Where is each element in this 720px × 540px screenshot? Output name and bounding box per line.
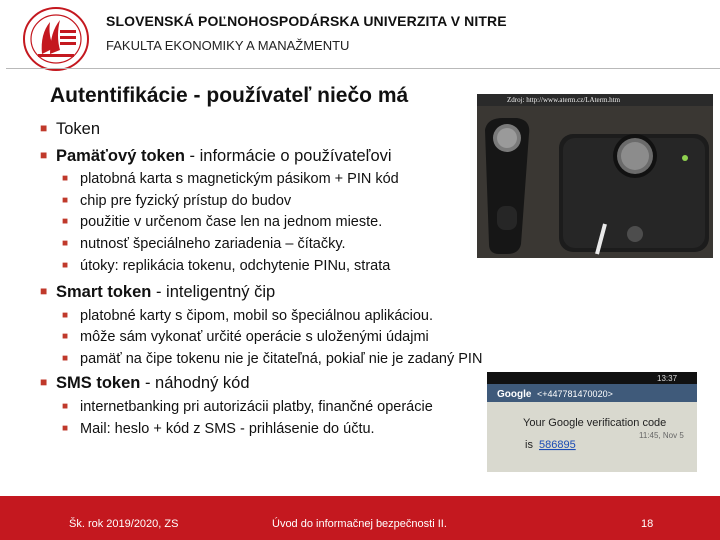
image-source: Zdroj: http://www.aterm.cz/LAterm.htm [507,96,621,104]
footer-bar [0,496,720,540]
sms-code: 586895 [539,439,576,451]
bullet-icon: ■ [62,423,69,434]
header-divider [6,68,720,69]
bullet-token: ■ Token [40,120,101,138]
sms-number: <+447781470020> [537,389,613,399]
bullet-icon: ■ [62,260,69,271]
phone-screen-illustration [487,372,697,472]
sms-date: 11:45, Nov 5 [639,431,684,440]
bullet-icon: ■ [40,284,48,298]
memory-item: ■ chip pre fyzický prístup do budov [62,193,292,209]
bullet-icon: ■ [40,121,48,135]
sms-item: ■ internetbanking pri autorizácii platby, finančné operácie [62,399,433,415]
bullet-icon: ■ [62,238,69,249]
bullet-icon: ■ [40,375,48,389]
bullet-icon: ■ [62,216,69,227]
sms-item: ■ Mail: heslo + kód z SMS - prihlásenie do účtu. [62,421,375,437]
bullet-icon: ■ [62,195,69,206]
memory-item: ■ použitie v určenom čase len na jednom mieste. [62,214,383,230]
memory-item: ■ nutnosť špeciálneho zariadenia – čítačky. [62,236,346,252]
smart-item: ■ môže sám vykonať určité operácie s uloženými údajmi [62,329,429,345]
bullet-icon: ■ [62,331,69,342]
sms-line-2: is [525,439,533,451]
slide-title: Autentifikácie - používateľ niečo má [50,84,409,107]
sms-line-1: Your Google verification code [523,417,667,429]
smart-item: ■ platobné karty s čipom, mobil so špeciálnou aplikáciou. [62,308,434,324]
memory-token-term: Pamäťový token [56,147,185,165]
bullet-icon: ■ [62,401,69,412]
bullet-memory-token: ■ Pamäťový token - informácie o používateľovi [40,147,392,165]
sms-token-term: SMS token [56,374,141,392]
sms-sender: Google [497,389,532,400]
sms-verification-photo [487,372,697,472]
bullet-icon: ■ [62,173,69,184]
bullet-smart-token: ■ Smart token - inteligentný čip [40,283,276,301]
page-number: 18 [641,518,654,530]
university-name: SLOVENSKÁ POĽNOHOSPODÁRSKA UNIVERZITA V NITRE [106,13,507,29]
university-seal-icon [20,4,98,74]
token-reader-illustration [477,94,713,258]
bullet-sms-token: ■ SMS token - náhodný kód [40,374,250,392]
memory-item: ■ útoky: replikácia tokenu, odchytenie PINu, strata [62,258,391,274]
faculty-name: FAKULTA EKONOMIKY A MANAŽMENTU [106,38,350,53]
token-reader-photo [477,94,713,258]
bullet-icon: ■ [62,310,69,321]
bullet-icon: ■ [40,148,48,162]
smart-item: ■ pamäť na čipe tokenu nie je čitateľná, pokiaľ nie je zadaný PIN [62,351,483,367]
footer-academic-year: Šk. rok 2019/2020, ZS [69,518,179,530]
sms-time: 13:37 [657,374,678,383]
smart-token-term: Smart token [56,283,152,301]
bullet-icon: ■ [62,353,69,364]
memory-item: ■ platobná karta s magnetickým pásikom + PIN kód [62,171,399,187]
footer-course-title: Úvod do informačnej bezpečnosti II. [272,518,447,530]
